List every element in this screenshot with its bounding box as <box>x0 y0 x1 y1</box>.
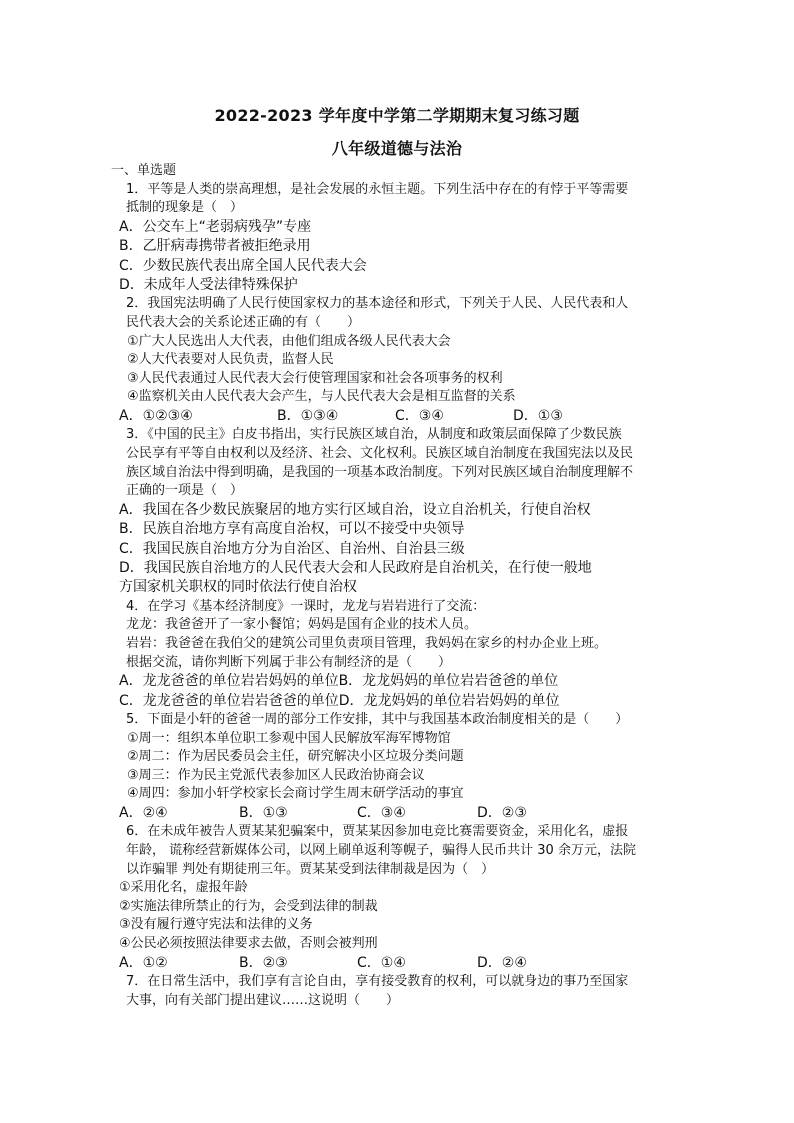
option-d: D．①③ <box>513 407 563 424</box>
option-a-b: A．龙龙爸爸的单位岩岩妈妈的单位B．龙龙妈妈的单位岩岩爸爸的单位 <box>119 673 559 690</box>
question-stem-line: 民代表大会的关系论述正确的有（ ） <box>126 315 361 330</box>
question-7 <box>119 973 689 1010</box>
option-c: C．我国民族自治地方分为自治区、自治州、自治县三级 <box>119 540 465 557</box>
question-stem-line: 年龄， 谎称经营新媒体公司，以网上刷单返利等幌子，骗得人民币共计 30 余万元，法院 <box>126 842 636 858</box>
statement-item: ①采用化名，虚报年龄 <box>119 880 248 896</box>
question-2 <box>119 295 689 426</box>
option-b: B．乙肝病毒携带者被拒绝录用 <box>119 238 311 255</box>
option-c: C．③④ <box>357 804 406 821</box>
question-stem-line: 2．我国宪法明确了人民行使国家权力的基本途径和形式，下列关于人民、人民代表和人 <box>126 296 629 312</box>
option-b: B．②③ <box>239 954 288 971</box>
document-subtitle: 八年级道德与法治 <box>331 139 463 158</box>
question-stem-line: 正确的一项是（ ） <box>126 483 244 499</box>
option-c: C．①④ <box>357 954 406 971</box>
option-b: B．民族自治地方享有高度自治权，可以不接受中央领导 <box>119 521 465 538</box>
option-c-d: C．龙龙爸爸的单位岩岩爸爸的单位D．龙龙妈妈的单位岩岩妈妈的单位 <box>119 692 560 709</box>
dialogue-line: 龙龙：我爸爸开了一家小餐馆；妈妈是国有企业的技术人员。 <box>126 617 478 633</box>
option-d: D．②④ <box>477 954 527 971</box>
option-a: A．①② <box>119 954 168 971</box>
question-list <box>111 162 689 1010</box>
question-3 <box>119 426 689 597</box>
question-1 <box>119 181 689 296</box>
question-stem-line: 公民享有平等自由权利以及经济、社会、文化权利。民族区域自治制度在我国宪法以及民 <box>126 445 634 461</box>
question-stem-line: 抵制的现象是（ ） <box>126 200 244 216</box>
question-stem-line: 3．《中国的民主》白皮书指出，实行民族区域自治，从制度和政策层面保障了少数民族 <box>126 427 622 443</box>
question-stem-line: 1．平等是人类的崇高理想，是社会发展的永恒主题。下列生活中存在的有悖于平等需要 <box>126 181 629 197</box>
section-heading: 一、单选题 <box>111 163 177 178</box>
statement-item: ②实施法律所禁止的行为，会受到法律的制裁 <box>119 898 378 914</box>
statement-item: ②周二：作为居民委员会主任，研究解决小区垃圾分类问题 <box>127 749 464 765</box>
statement-item: ④监察机关由人民代表大会产生，与人民代表大会是相互监督的关系 <box>127 389 516 405</box>
options-row <box>119 954 689 973</box>
question-stem-line: 族区域自治法中得到明确，是我国的一项基本政治制度。下列对民族区域自治制度理解不 <box>126 464 634 480</box>
document-title: 2022-2023 学年度中学第二学期期末复习练习题 <box>214 106 580 125</box>
option-a: A．②④ <box>119 804 168 821</box>
option-d: D．我国民族自治地方的人民代表大会和人民政府是自治机关，在行使一般地 <box>119 559 592 576</box>
statement-item: ④周四：参加小轩学校家长会商讨学生周末研学活动的事宜 <box>127 786 464 802</box>
question-stem-line: 7．在日常生活中，我们享有言论自由，享有接受教育的权利，可以就身边的事乃至国家 <box>126 973 629 989</box>
question-stem-line: 6．在未成年被告人贾某某犯骗案中，贾某某因参加电竞比赛需要资金，采用化名，虚报 <box>126 824 629 840</box>
option-b: B．①③④ <box>277 407 339 424</box>
statement-item: ③人民代表通过人民代表大会行使管理国家和社会各项事务的权利 <box>127 370 503 386</box>
option-c: C．少数民族代表出席全国人民代表大会 <box>119 257 367 274</box>
statement-item: ④公民必须按照法律要求去做，否则会被判刑 <box>119 935 378 951</box>
question-stem-line: 4．在学习《基本经济制度》一课时，龙龙与岩岩进行了交流： <box>126 598 486 614</box>
statement-item: ①周一：组织本单位职工参观中国人民解放军海军博物馆 <box>127 730 451 746</box>
option-d: D．未成年人受法律特殊保护 <box>119 277 298 293</box>
option-a: A．我国在各少数民族聚居的地方实行区域自治，设立自治机关，行使自治权 <box>119 501 591 518</box>
option-a: A．①②③④ <box>119 407 193 424</box>
option-b: B．①③ <box>239 804 288 821</box>
statement-item: ①广大人民选出人大代表，由他们组成各级人民代表大会 <box>127 333 451 349</box>
option-a: A．公交车上“老弱病残孕”专座 <box>119 218 312 235</box>
question-6 <box>119 823 689 973</box>
statement-item: ③周三：作为民主党派代表参加区人民政治协商会议 <box>127 767 425 783</box>
option-c: C．③④ <box>395 407 444 424</box>
options-row <box>119 804 689 823</box>
option-d-continued: 方国家机关职权的同时依法行使自治权 <box>119 579 357 596</box>
option-d: D．②③ <box>477 804 527 821</box>
statement-item: ②人大代表要对人民负责，监督人民 <box>127 352 334 368</box>
question-4 <box>119 598 689 711</box>
dialogue-line: 岩岩：我爸爸在我伯父的建筑公司里负责项目管理，我妈妈在家乡的村办企业上班。 <box>126 635 608 651</box>
question-stem-line: 根据交流，请你判断下列属于非公有制经济的是（ ） <box>126 654 452 670</box>
statement-item: ③没有履行遵守宪法和法律的义务 <box>119 917 313 933</box>
options-row <box>119 407 689 426</box>
question-stem-line: 以诈骗罪 判处有期徒刑三年。贾某某受到法律制裁是因为（ ） <box>126 861 495 877</box>
question-stem-line: 5．下面是小轩的爸爸一周的部分工作安排，其中与我国基本政治制度相关的是（ ） <box>126 711 629 727</box>
question-5 <box>119 711 689 823</box>
question-stem-line: 大事，向有关部门提出建议……这说明（ ） <box>126 992 400 1008</box>
